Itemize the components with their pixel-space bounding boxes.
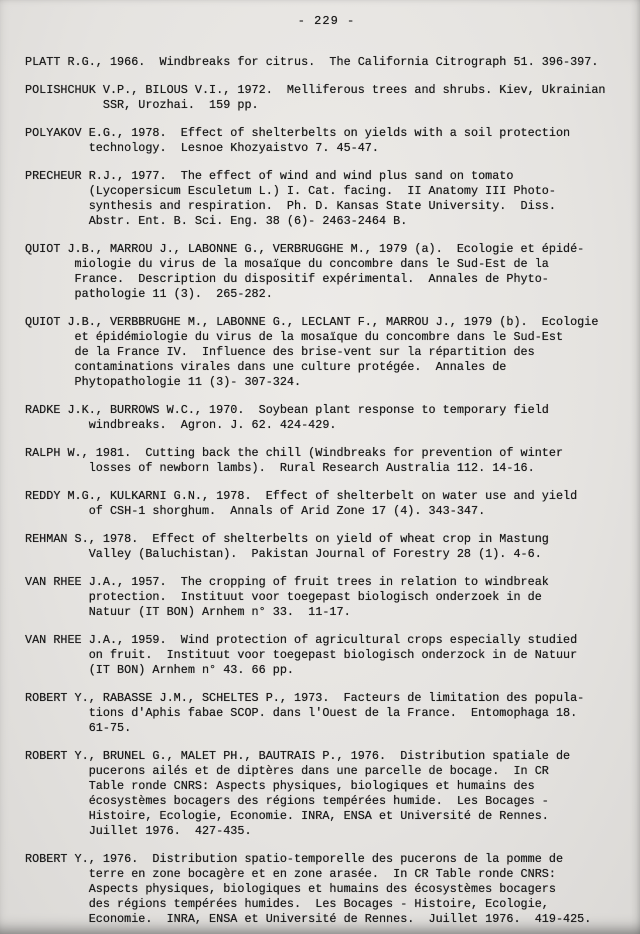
reference-line-continuation: of CSH-1 shorghum. Annals of Arid Zone 17 (4). 343-347. bbox=[25, 504, 486, 518]
reference-line-continuation: Abstr. Ent. B. Sci. Eng. 38 (6)- 2463-2464 B. bbox=[25, 214, 408, 228]
reference-line-continuation: Aspects physiques, biologiques et humains des écosystèmes bocagers bbox=[25, 882, 556, 896]
reference-line-continuation: écosystèmes bocagers des régions tempérées humide. Les Bocages - bbox=[25, 794, 549, 808]
reference-line-continuation: Economie. INRA, ENSA et Université de Rennes. Juillet 1976. 419-425. bbox=[25, 912, 592, 926]
reference-entry bbox=[25, 242, 628, 302]
reference-line-continuation: contaminations virales dans une culture protégée. Annales de bbox=[25, 360, 507, 374]
reference-line-continuation: de la France IV. Influence des brise-vent sur la répartition des bbox=[25, 345, 535, 359]
reference-line-first: RALPH W., 1981. Cutting back the chill (Windbreaks for prevention of winter bbox=[25, 446, 564, 460]
reference-line-first: REDDY M.G., KULKARNI G.N., 1978. Effect of shelterbelt on water use and yield bbox=[25, 489, 578, 503]
reference-line-continuation: des régions tempérées humides. Les Bocages - Histoire, Ecologie, bbox=[25, 897, 549, 911]
reference-line-continuation: technology. Lesnoe Khozyaistvo 7. 45-47. bbox=[25, 141, 379, 155]
reference-line-first: REHMAN S., 1978. Effect of shelterbelts on yield of wheat crop in Mastung bbox=[25, 532, 549, 546]
reference-line-continuation: terre en zone bocagère et en zone arasée. In CR Table ronde CNRS: bbox=[25, 867, 556, 881]
reference-line-first: PLATT R.G., 1966. Windbreaks for citrus. The California Citrograph 51. 396-397. bbox=[25, 55, 599, 69]
reference-entry bbox=[25, 532, 628, 562]
reference-line-continuation: synthesis and respiration. Ph. D. Kansas State University. Diss. bbox=[25, 199, 556, 213]
reference-line-continuation: Table ronde CNRS: Aspects physiques, biologiques et humains des bbox=[25, 779, 535, 793]
reference-line-continuation: on fruit. Instituut voor toegepast biologisch onderzock in de Natuur bbox=[25, 648, 578, 662]
reference-line-continuation: Valley (Baluchistan). Pakistan Journal of Forestry 28 (1). 4-6. bbox=[25, 547, 542, 561]
reference-entry bbox=[25, 852, 628, 927]
reference-line-continuation: SSR, Urozhai. 159 pp. bbox=[25, 98, 259, 112]
reference-line-continuation: losses of newborn lambs). Rural Research Australia 112. 14-16. bbox=[25, 461, 535, 475]
reference-line-first: QUIOT J.B., MARROU J., LABONNE G., VERBRUGGHE M., 1979 (a). Ecologie et épidé- bbox=[25, 242, 585, 256]
reference-line-first: PRECHEUR R.J., 1977. The effect of wind and wind plus sand on tomato bbox=[25, 169, 514, 183]
reference-line-continuation: tions d'Aphis fabae SCOP. dans l'Ouest de la France. Entomophaga 18. bbox=[25, 706, 578, 720]
reference-entry bbox=[25, 633, 628, 678]
reference-line-continuation: pucerons ailés et de diptères dans une parcelle de bocage. In CR bbox=[25, 764, 549, 778]
page-number: - 229 - bbox=[297, 14, 356, 28]
reference-line-first: VAN RHEE J.A., 1959. Wind protection of agricultural crops especially studied bbox=[25, 633, 578, 647]
reference-line-first: VAN RHEE J.A., 1957. The cropping of fruit trees in relation to windbreak bbox=[25, 575, 549, 589]
reference-line-first: POLYAKOV E.G., 1978. Effect of shelterbelts on yields with a soil protection bbox=[25, 126, 571, 140]
reference-entry bbox=[25, 446, 628, 476]
reference-line-continuation: (Lycopersicum Esculetum L.) I. Cat. facing. II Anatomy III Photo- bbox=[25, 184, 556, 198]
reference-line-first: ROBERT Y., RABASSE J.M., SCHELTES P., 1973. Facteurs de limitation des popula- bbox=[25, 691, 585, 705]
reference-entry bbox=[25, 126, 628, 156]
reference-line-continuation: France. Description du dispositif expérimental. Annales de Phyto- bbox=[25, 272, 549, 286]
reference-line-continuation: (IT BON) Arnhem n° 43. 66 pp. bbox=[25, 663, 295, 677]
reference-entry bbox=[25, 691, 628, 736]
reference-line-continuation: miologie du virus de la mosaïque du concombre dans le Sud-Est de la bbox=[25, 257, 549, 271]
reference-line-continuation: protection. Instituut voor toegepast biologisch onderzoek in de bbox=[25, 590, 542, 604]
reference-line-continuation: 61-75. bbox=[25, 721, 132, 735]
reference-entry bbox=[25, 749, 628, 839]
reference-line-first: ROBERT Y., 1976. Distribution spatio-temporelle des pucerons de la pomme de bbox=[25, 852, 564, 866]
reference-entry bbox=[25, 315, 628, 390]
reference-entry bbox=[25, 403, 628, 433]
reference-line-continuation: Histoire, Ecologie, Economie. INRA, ENSA et Université de Rennes. bbox=[25, 809, 549, 823]
reference-line-continuation: et épidémiologie du virus de la mosaïque du concombre dans le Sud-Est bbox=[25, 330, 564, 344]
reference-line-first: ROBERT Y., BRUNEL G., MALET PH., BAUTRAIS P., 1976. Distribution spatiale de bbox=[25, 749, 571, 763]
reference-entry bbox=[25, 83, 628, 113]
reference-line-continuation: Juillet 1976. 427-435. bbox=[25, 824, 252, 838]
reference-line-continuation: Natuur (IT BON) Arnhem n° 33. 11-17. bbox=[25, 605, 351, 619]
reference-list bbox=[25, 55, 628, 927]
reference-line-first: RADKE J.K., BURROWS W.C., 1970. Soybean plant response to temporary field bbox=[25, 403, 549, 417]
reference-entry bbox=[25, 55, 628, 70]
reference-line-first: QUIOT J.B., VERBBRUGHE M., LABONNE G., LECLANT F., MARROU J., 1979 (b). Ecologie bbox=[25, 315, 599, 329]
reference-entry bbox=[25, 489, 628, 519]
reference-line-first: POLISHCHUK V.P., BILOUS V.I., 1972. Melliferous trees and shrubs. Kiev, Ukrainian bbox=[25, 83, 606, 97]
reference-line-continuation: Phytopathologie 11 (3)- 307-324. bbox=[25, 375, 302, 389]
reference-entry bbox=[25, 575, 628, 620]
reference-line-continuation: windbreaks. Agron. J. 62. 424-429. bbox=[25, 418, 337, 432]
reference-line-continuation: pathologie 11 (3). 265-282. bbox=[25, 287, 273, 301]
reference-entry bbox=[25, 169, 628, 229]
